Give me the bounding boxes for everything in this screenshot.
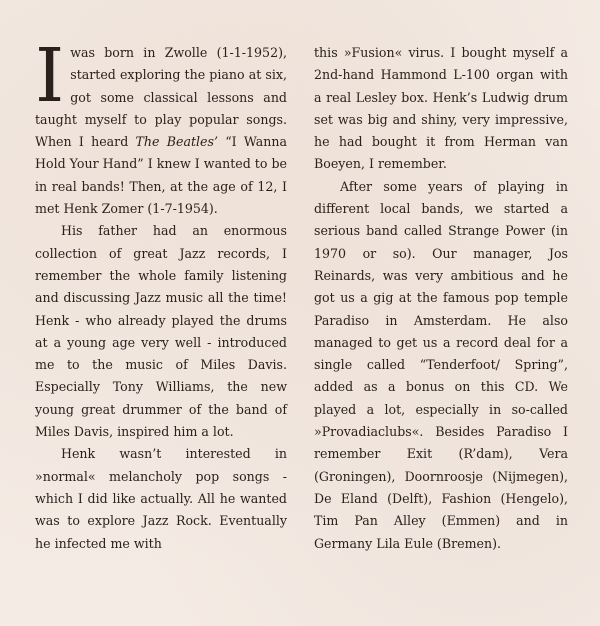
paragraph-1 — [35, 33, 287, 220]
paragraph-1-text: was born in Zwolle (1-1-1952), started exploring the piano at six, got some classical lessons and taught myself to play popular songs. When I heard — [35, 45, 287, 150]
drop-cap: I — [35, 33, 65, 119]
band-name-italic: The Beatles’ — [135, 134, 218, 150]
paragraph-5: After some years of playing in different local bands, we started a serious band called Strange Power (in 1970 or so). Our manager, Jos Reinards, was very ambitious and he got us a gig at the famous pop temple Paradiso in Amsterdam. He also managed to get us a record deal for a single called “Tenderfoot/ Spring”, added as a bonus on this CD. We played a lot, especially in so-called »Provadiaclubs«. Besides Paradiso I remember Exit (R’dam), Vera (Groningen), Doornroosje (Nijmegen), De Eland (Delft), Fashion (Hengelo), Tim Pan Alley (Emmen) and in Germany Lila Eule (Bremen). — [314, 178, 568, 551]
paragraph-3: Henk wasn’t interested in »normal« melancholy pop songs - which I did like actually. All he wanted was to explore Jazz Rock. Eventually he infected me with — [35, 446, 287, 551]
left-column — [35, 33, 287, 555]
paragraph-1-end: “I Wanna Hold Your Hand” I knew I wanted to be in real bands! Then, at the age of 12, I met Henk Zomer (1-7-1954). — [35, 134, 287, 217]
paragraph-2: His father had an enormous collection of great Jazz records, I remember the whole family listening and discussing Jazz music all the time! Henk - who already played the drums at a young age very well - introduced me to the music of Miles Davis. Especially Tony Williams, the new young great drummer of the band of Miles Davis, inspired him a lot. — [35, 223, 287, 440]
right-column — [314, 42, 568, 555]
paragraph-4: this »Fusion« virus. I bought myself a 2nd-hand Hammond L-100 organ with a real Lesley box. Henk’s Ludwig drum set was big and shiny, very impressive, he had bought it from Herman van Boeyen, I remember. — [314, 45, 568, 172]
